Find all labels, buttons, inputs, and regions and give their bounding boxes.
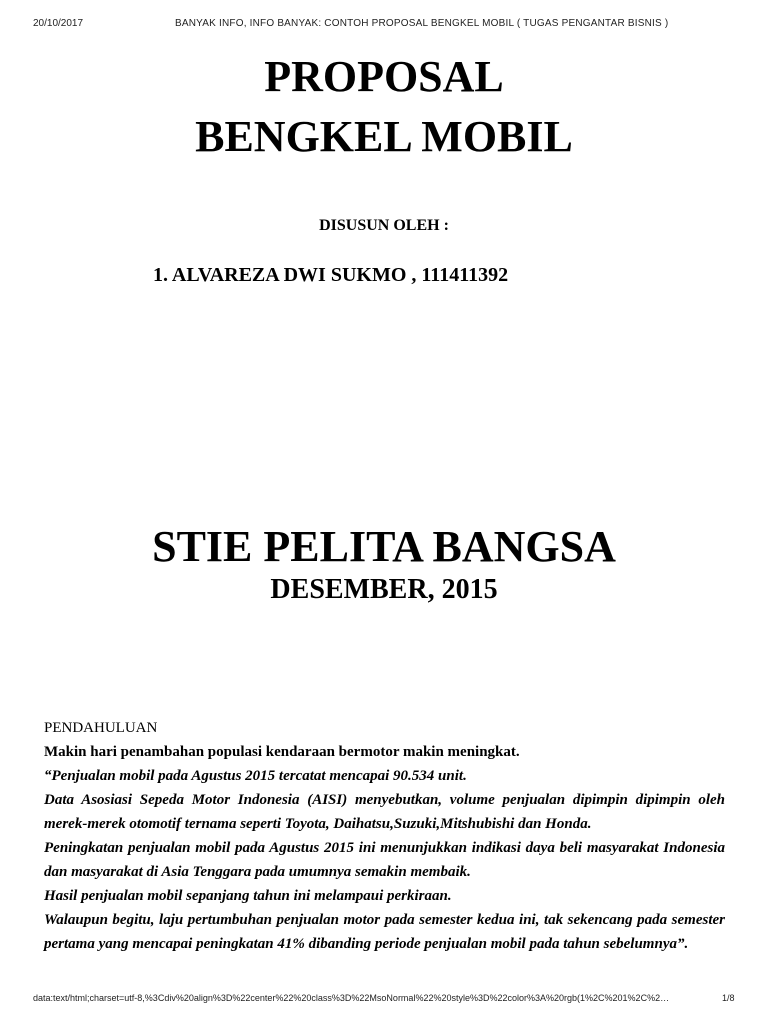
paragraph: Hasil penjualan mobil sepanjang tahun ini melampaui perkiraan. (44, 888, 452, 904)
print-footer (0, 993, 768, 1007)
source-url: data:text/html;charset=utf-8,%3Cdiv%20align%3D%22center%22%20class%3D%22MsoNormal%22%20style%3D%22color%3A%20rgb(1%2C%201%2C%2… (33, 993, 670, 1003)
cover-title-line1: PROPOSAL (264, 52, 504, 101)
paragraph: Data Asosiasi Sepeda Motor Indonesia (AISI) menyebutkan, volume penjualan dipimpin dipimpin oleh merek-merek otomotif ternama seperti Toyota, Daihatsu,Suzuki,Mitshubishi dan Honda. (44, 792, 725, 832)
page-number: 1/8 (722, 993, 735, 1003)
section-heading: PENDAHULUAN (44, 720, 158, 736)
paragraph: “Penjualan mobil pada Agustus 2015 tercatat mencapai 90.534 unit. (44, 768, 467, 784)
paragraph: Walaupun begitu, laju pertumbuhan penjualan motor pada semester kedua ini, tak sekencang pada semester pertama yang mencapai peningkatan 41% dibanding periode penjualan mobil pada tahun sebelumnya”. (44, 912, 725, 952)
member-name: 1. ALVAREZA DWI SUKMO , 111411392 (153, 264, 509, 286)
paragraph: Makin hari penambahan populasi kendaraan bermotor makin meningkat. (44, 744, 520, 760)
cover-date: DESEMBER, 2015 (270, 574, 498, 605)
prepared-by-label: DISUSUN OLEH : (319, 217, 449, 234)
institution-name: STIE PELITA BANGSA (152, 522, 616, 571)
print-header (0, 18, 768, 32)
cover-title-line2: BENGKEL MOBIL (195, 112, 573, 161)
print-title: BANYAK INFO, INFO BANYAK: CONTOH PROPOSAL BENGKEL MOBIL ( TUGAS PENGANTAR BISNIS ) (175, 18, 669, 29)
section-body (44, 740, 725, 956)
paragraph: Peningkatan penjualan mobil pada Agustus 2015 ini menunjukkan indikasi daya beli masyarakat Indonesia dan masyarakat di Asia Tenggara pada umumnya semakin membaik. (44, 840, 725, 880)
print-date: 20/10/2017 (33, 18, 84, 29)
